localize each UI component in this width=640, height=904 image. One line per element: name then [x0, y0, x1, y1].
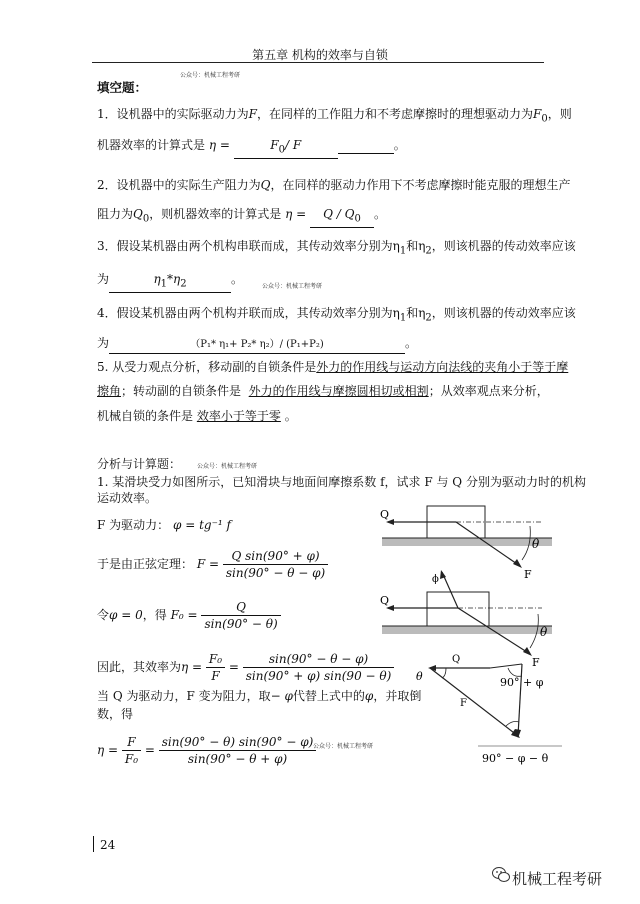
slider-block — [427, 592, 489, 626]
f-label: F — [524, 568, 532, 580]
q1-line2: 机器效率的计算式是 $\eta = F_0/$ F 。 — [97, 137, 406, 159]
q5-line1: 5. 从受力观点分析，移动副的自锁条件是外力的作用线与运动方向法线的夹角小于等于摩 — [97, 360, 569, 374]
watermark: 公众号：机械工程考研 — [313, 743, 374, 750]
q5-line3: 机械自锁的条件是 效率小于等于零 。 — [97, 409, 297, 423]
f-label: F — [532, 656, 540, 668]
q-label: Q — [452, 654, 461, 665]
calc-problem-line1: 1. 某滑块受力如图所示，已知滑块与地面间摩擦系数 f，试求 F 与 Q 分别为驱动力时的机构 — [97, 475, 586, 489]
f-label: F — [460, 698, 467, 709]
fill-section-title: 填空题： — [97, 80, 148, 95]
theta-label: θ — [532, 537, 540, 551]
q4-line1: 4．假设某机器由两个机构并联而成，其传动效率分别为$\eta_1$和$\eta_2$，则该机器的传动效率应该 — [97, 306, 576, 324]
angle1-label: 90° + φ — [500, 676, 544, 689]
top-edge — [490, 664, 522, 668]
q3-line2: 为 $\eta_1*\eta_2$ 。 — [97, 271, 243, 293]
q-label: Q — [380, 594, 390, 607]
calc-section-title: 分析与计算题： — [97, 457, 182, 471]
r-vector — [518, 664, 522, 736]
header-rule — [92, 62, 544, 63]
q1-line1: 1．设机器中的实际驱动力为F，在同样的工作阻力和不考虑摩擦时的理想驱动力为$F_0$，则 — [97, 107, 572, 125]
angle2-label: 90° − φ − θ — [482, 752, 549, 765]
figure-force-triangle — [412, 650, 582, 770]
theta-arc — [442, 668, 446, 678]
angle2-arc — [506, 722, 519, 727]
q-label: Q — [380, 508, 390, 521]
q-drive-line2: 数，得 — [97, 707, 134, 721]
eq3-row: 令φ = 0，得 F₀ = $\frac{Q}{\sin(90^\circ - \theta)}$ — [97, 599, 281, 632]
watermark: 公众号：机械工程考研 — [262, 283, 323, 290]
q5-line2: 擦角；转动副的自锁条件是 外力的作用线与摩擦圆相切或相割；从效率观点来分析， — [97, 384, 549, 398]
wechat-icon — [492, 866, 510, 884]
eq5-row: η = $\frac{F}{\text{F₀}}$ = $\frac{\sin(90^\circ - \theta) \sin(90^\circ - \varphi)}{\sin(90^\circ - \theta + \varphi)}$ — [97, 734, 316, 767]
q2-line2: 阻力为$Q_0$，则机器效率的计算式是 $\eta = Q / Q_0$ 。 — [97, 206, 386, 228]
theta-label: θ — [540, 625, 548, 639]
eq4-row: 因此，其效率为η = $\frac{\text{F₀}}{F}$ = $\frac{\sin(90^\circ - \theta - \varphi)}{\sin(90^\circ + \varphi) \sin(90 - \theta)}$ — [97, 651, 394, 684]
footer-logo-text: 机械工程考研 — [512, 870, 603, 888]
q3-line1: 3．假设某机器由两个机构串联而成，其传动效率分别为$\eta_1$和$\eta_2$，则该机器的传动效率应该 — [97, 239, 576, 257]
q2-line1: 2．设机器中的实际生产阻力为Q，在同样的驱动力作用下不考虑摩擦时能克服的理想生产 — [97, 178, 571, 192]
eq1-row: F 为驱动力： φ = tg⁻¹ f — [97, 518, 231, 532]
page-number-bar — [93, 836, 94, 852]
ground-hatch — [382, 626, 552, 634]
calc-problem-line2: 运动效率。 — [97, 491, 158, 505]
q4-line2: 为 （P₁* η₁+ P₂* η₂）/ (P₁+P₂) 。 — [97, 335, 417, 354]
phi-label: ϕ — [432, 574, 439, 585]
watermark: 公众号：机械工程考研 — [180, 72, 241, 79]
eq2-row: 于是由正弦定理： F = $\frac{\text{Q sin(90° + φ)}}{\sin(90^\circ - \theta - \varphi)}$ — [97, 548, 328, 581]
page-header: 第五章 机构的效率与自锁 — [252, 48, 388, 62]
page-number: 24 — [100, 838, 116, 852]
ground-hatch — [382, 538, 552, 546]
f-arrowhead — [513, 559, 522, 568]
q-drive-line1: 当 Q 为驱动力，F 变为阻力，取− φ代替上式中的φ，并取倒 — [97, 689, 422, 703]
theta-label: θ — [416, 670, 423, 683]
watermark: 公众号：机械工程考研 — [197, 463, 258, 470]
